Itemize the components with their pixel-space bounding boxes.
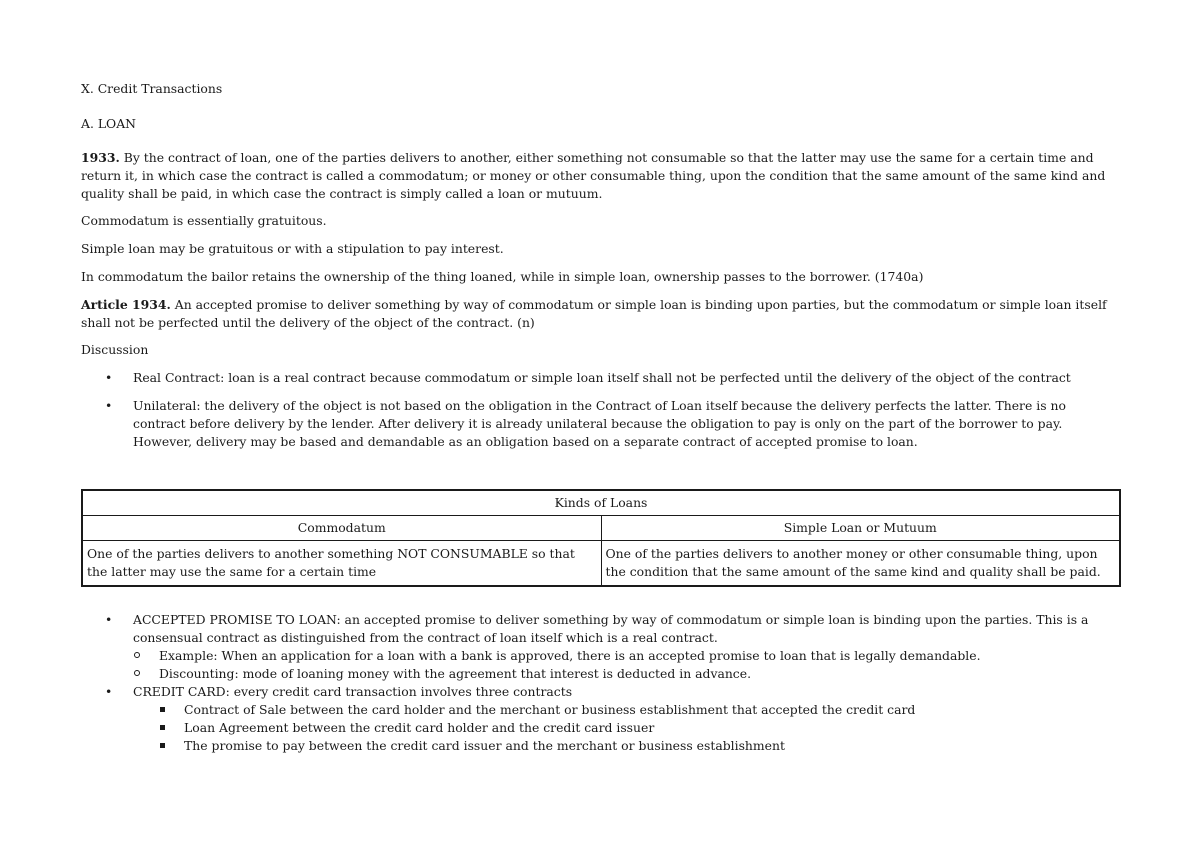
article-1934-text: An accepted promise to deliver something by way of commodatum or simple loan is binding upon parties, but the commodatum or simple loan itself shall not be perfected until the delivery of the object of the contract. (n) — [81, 297, 1107, 330]
kinds-of-loans-table — [81, 489, 1121, 587]
subsection-title: A. LOAN — [81, 116, 137, 131]
table-header-commodatum: Commodatum — [82, 516, 601, 541]
document-content — [81, 80, 1121, 755]
list-subitem: The promise to pay between the credit card issuer and the merchant or business establishment — [81, 737, 1121, 755]
discussion-item: • Real Contract: loan is a real contract because commodatum or simple loan itself shall not be perfected until the delivery of the object of the contract — [81, 369, 1121, 387]
para-simple-loan: Simple loan may be gratuitous or with a stipulation to pay interest. — [81, 241, 504, 256]
table-title: Kinds of Loans — [82, 490, 1120, 516]
para-ownership: In commodatum the bailor retains the ownership of the thing loaned, while in simple loan, ownership passes to the borrower. (1740a) — [81, 269, 924, 284]
list-item-accepted-promise: • ACCEPTED PROMISE TO LOAN: an accepted promise to deliver something by way of commodatum or simple loan is binding upon the parties. This is a consensual contract as distinguished from the contract of loan itself which is a real contract. — [81, 611, 1121, 647]
section-title: X. Credit Transactions — [81, 81, 223, 96]
discussion-list — [81, 369, 1121, 451]
article-1934-label: Article 1934. — [81, 297, 171, 312]
article-1933 — [81, 149, 1121, 203]
discussion-label: Discussion — [81, 342, 149, 357]
list-subitem: Contract of Sale between the card holder and the merchant or business establishment that accepted the credit card — [81, 701, 1121, 719]
table-header-mutuum: Simple Loan or Mutuum — [601, 516, 1120, 541]
table-cell-commodatum: One of the parties delivers to another something NOT CONSUMABLE so that the latter may use the same for a certain time — [82, 541, 601, 587]
list-subitem: Discounting: mode of loaning money with the agreement that interest is deducted in advance. — [81, 665, 1121, 683]
discussion-item: • Unilateral: the delivery of the object is not based on the obligation in the Contract of Loan itself because the delivery perfects the latter. There is no contract before delivery by the lender. After delivery it is already unilateral because the obligation to pay is only on the part of the borrower to pay. However, delivery may be based and demandable as an obligation based on a separate contract of accepted promise to loan. — [81, 397, 1121, 451]
table-cell-mutuum: One of the parties delivers to another money or other consumable thing, upon the condition that the same amount of the same kind and quality shall be paid. — [601, 541, 1120, 587]
list-subitem: Example: When an application for a loan with a bank is approved, there is an accepted promise to loan that is legally demandable. — [81, 647, 1121, 665]
list-subitem: Loan Agreement between the credit card holder and the credit card issuer — [81, 719, 1121, 737]
article-1933-label: 1933. — [81, 150, 120, 165]
article-1934 — [81, 296, 1121, 332]
article-1933-text: By the contract of loan, one of the parties delivers to another, either something not consumable so that the latter may use the same for a certain time and return it, in which case the contract is called a commodatum; or money or other consumable thing, upon the condition that the same amount of the same kind and quality shall be paid, in which case the contract is simply called a loan or mutuum. — [81, 150, 1106, 201]
para-commodatum: Commodatum is essentially gratuitous. — [81, 213, 327, 228]
loan-notes-list — [81, 611, 1121, 755]
list-item-credit-card: • CREDIT CARD: every credit card transaction involves three contracts — [81, 683, 1121, 701]
